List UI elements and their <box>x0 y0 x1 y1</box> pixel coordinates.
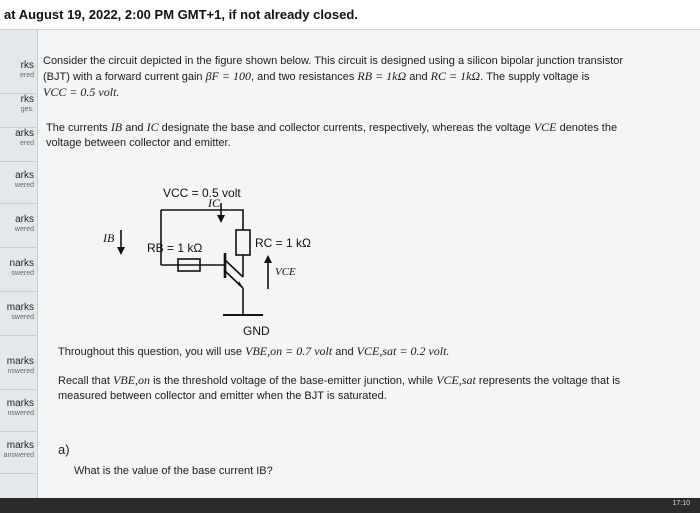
nav-item-status: swered <box>11 314 34 321</box>
nav-item-6[interactable] <box>0 258 36 292</box>
nav-item-status: nswered <box>7 410 34 417</box>
nav-item-9[interactable] <box>0 398 36 432</box>
currents-text: and <box>122 122 147 134</box>
part-a-label: a) <box>58 442 70 457</box>
circuit-diagram <box>103 185 323 365</box>
clock: 17:10 <box>672 500 690 507</box>
rc-resistor <box>236 230 250 255</box>
ic-symbol: IC <box>146 120 159 134</box>
intro-text: (BJT) with a forward current gain <box>43 71 206 83</box>
vcc-value: VCC = 0.5 volt. <box>43 85 120 99</box>
intro-text: and <box>406 71 431 83</box>
nav-item-title: marks <box>6 356 34 367</box>
nav-item-7[interactable] <box>0 302 36 336</box>
gnd-label: GND <box>243 324 270 338</box>
nav-item-title: narks <box>9 258 34 269</box>
vce-sat-value: VCE,sat = 0.2 volt. <box>356 344 450 358</box>
nav-item-4[interactable] <box>0 170 36 204</box>
nav-item-3[interactable] <box>0 128 36 162</box>
nav-item-status: wered <box>14 182 34 189</box>
question-nav-sidebar <box>0 30 38 513</box>
currents-text: designate the base and collector currents, respectively, whereas the voltage <box>158 122 534 134</box>
vbe-on-value: VBE,on = 0.7 volt <box>245 344 333 358</box>
rc-label: RC = 1 kΩ <box>255 236 311 250</box>
recall-text: Recall that <box>58 375 114 387</box>
nav-item-5[interactable] <box>0 214 36 248</box>
vce-label: VCE <box>275 266 296 278</box>
vce-sat-symbol: VCE,sat <box>436 373 476 387</box>
ic-arrowhead <box>217 215 225 223</box>
supply-rail <box>161 210 243 230</box>
nav-item-title: arks <box>15 214 34 225</box>
ib-label: IB <box>103 231 115 245</box>
recall-line-2: measured between collector and emitter when the BJT is saturated. <box>58 390 387 402</box>
throughout-text: Throughout this question, you will use <box>58 346 246 358</box>
nav-item-status: nswered <box>7 368 34 375</box>
nav-item-status: ges. <box>20 106 34 113</box>
circuit-figure <box>103 185 323 365</box>
ib-symbol: IB <box>110 120 123 134</box>
nav-item-title: rks <box>20 60 34 71</box>
intro-paragraph <box>43 54 693 101</box>
nav-item-1[interactable] <box>0 60 36 94</box>
throughout-paragraph <box>58 344 688 360</box>
throughout-text: and <box>332 346 357 358</box>
vce-symbol: VCE <box>533 120 557 134</box>
ic-label: IC <box>208 196 220 210</box>
intro-text: . The supply voltage is <box>480 71 590 83</box>
nav-item-8[interactable] <box>0 356 36 390</box>
nav-item-status: ered <box>19 140 34 147</box>
nav-item-status: wered <box>14 226 34 233</box>
taskbar <box>0 498 700 513</box>
rc-value: RC = 1kΩ <box>430 69 481 83</box>
nav-item-title: arks <box>15 128 34 139</box>
vce-arrowhead <box>264 255 272 263</box>
rb-label: RB = 1 kΩ <box>147 241 203 255</box>
nav-item-2[interactable] <box>0 94 36 128</box>
nav-item-title: marks <box>6 302 34 313</box>
vbe-on-symbol: VBE,on <box>113 373 151 387</box>
intro-text: , and two resistances <box>251 71 358 83</box>
recall-paragraph <box>58 373 688 404</box>
question-content <box>38 30 700 508</box>
nav-item-title: marks <box>6 398 34 409</box>
nav-item-title: arks <box>15 170 34 181</box>
nav-item-10[interactable] <box>0 440 36 474</box>
intro-line-1: Consider the circuit depicted in the figure shown below. This circuit is designed using a silicon bipolar junction transistor <box>43 55 624 67</box>
currents-text: denotes the <box>556 122 618 134</box>
ib-arrowhead <box>117 247 125 255</box>
nav-item-status: answered <box>3 452 34 459</box>
rb-value: RB = 1kΩ <box>357 69 407 83</box>
currents-text: The currents <box>46 122 111 134</box>
emitter-arrowhead <box>238 281 243 288</box>
nav-item-status: ered <box>19 72 34 79</box>
beta-value: βF = 100 <box>205 69 252 83</box>
currents-line-2: voltage between collector and emitter. <box>46 137 231 149</box>
recall-text: represents the voltage that is <box>475 375 621 387</box>
deadline-banner: at August 19, 2022, 2:00 PM GMT+1, if not already closed. <box>0 0 700 30</box>
currents-paragraph <box>46 120 696 151</box>
recall-text: is the threshold voltage of the base-emitter junction, while <box>150 375 437 387</box>
vcc-label: VCC = 0.5 volt <box>163 186 241 200</box>
nav-item-title: rks <box>20 94 34 105</box>
part-a-question: What is the value of the base current IB? <box>74 465 273 477</box>
nav-item-status: swered <box>11 270 34 277</box>
nav-item-title: marks <box>6 440 34 451</box>
